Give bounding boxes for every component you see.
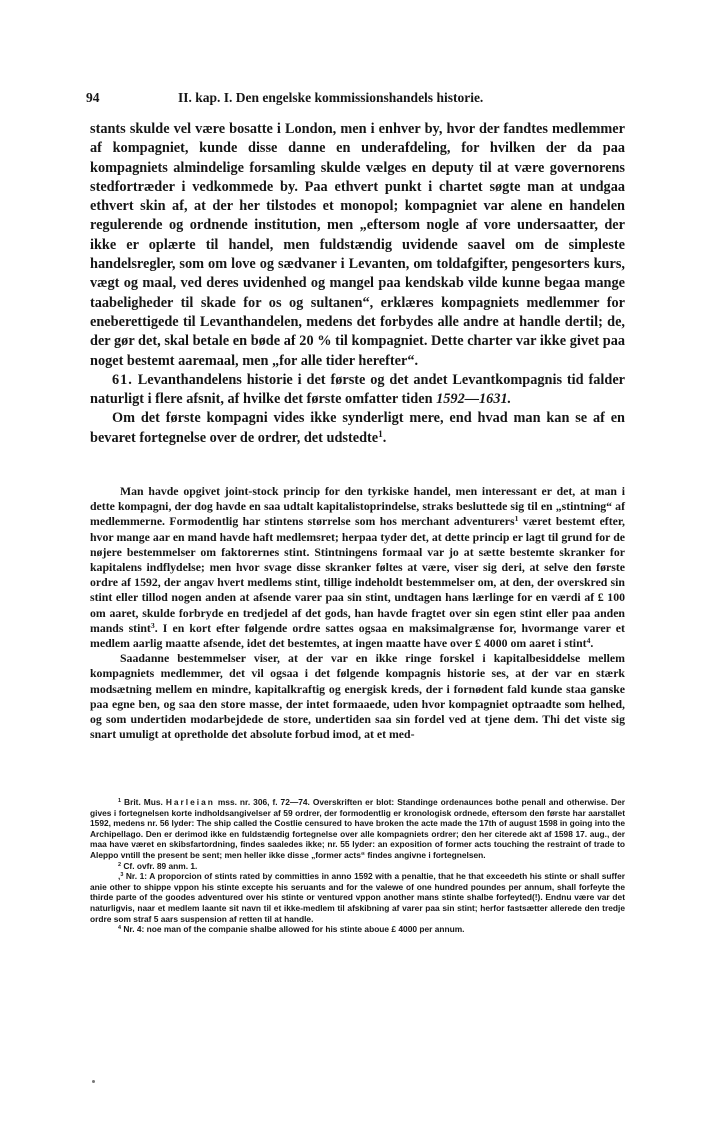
page-speck [92, 1080, 95, 1083]
small-paragraph-1-part-d: . [590, 636, 594, 651]
small-paragraph-1-part-c: . I en kort efter følgende ordre sattes ogsaa en maksimalgrænse for, hvormange varer et medlem aarlig maatte afsende, idet det bestemtes, at ingen maatte have over £ 4000 om aaret i stint [90, 620, 625, 651]
footnotes [90, 797, 625, 935]
small-paragraph-1-part-b: været bestemt efter, hvor mange aar en mand havde haft medlemsret; herpaa tyder det, at dette princip er lagt til grund for de nøjere bestemmelser om faktorernes stint. Stintningens formaal var jo at sætte bestemte skranker for kapitalens indflydelse; men hvor svage disse skranker føltes at være, viser sig deri, at selve den første ordre af 1592, der angav hvert medlems stint, tillige indeholdt bestemmelser om, at den, der overskred sin stint eller tillod nogen anden at afsende varer paa sin stint, undtagen hans lærlinge for en værdi af £ 100 om aaret, skulde forbryde en tredjedel af det gods, han havde fragtet over sin egen stint eller paa anden mands stint [90, 514, 625, 635]
footnote-3-prefix: , [118, 871, 121, 882]
footnote-reference: 4 [586, 635, 591, 645]
footnote-1 [90, 797, 625, 861]
footnote-marker: 1 [118, 798, 122, 804]
footnote-1-collection: Harleian [165, 797, 215, 807]
main-text [90, 120, 625, 448]
small-print-section [90, 484, 625, 742]
footnote-reference: 3 [150, 620, 155, 630]
small-paragraph-1-part-a: Man havde opgivet joint-stock princip for den tyrkiske handel, men interessant er det, at man i dette kompagni, der dog havde en saa udtalt kapitalistoprindelse, straks besluttede sig til en „stintning“ af medlemmerne. Formodentlig har stintens størrelse som hos merchant adventurers [90, 484, 625, 529]
main-paragraph-3 [90, 409, 625, 448]
footnote-4-text: Nr. 4: noe man of the companie shalbe allowed for his stinte aboue £ 4000 per annum. [121, 924, 465, 935]
section-dates: 1592—1631. [436, 391, 512, 408]
footnote-2-text: Cf. ovfr. 89 anm. 1. [121, 860, 198, 871]
small-paragraph-1 [90, 484, 625, 651]
main-paragraph-3-text: Om det første kompagni vides ikke synderligt mere, end hvad man kan se af en bevaret fortegnelse over de ordrer, det udstedte [90, 410, 625, 446]
section-text: Levanthandelens historie i det første og det andet Levantkompagnis tid falder naturligt i flere afsnit, af hvilke det første omfatter tiden [90, 371, 626, 408]
footnote-marker: 2 [118, 861, 122, 868]
footnote-2 [90, 861, 625, 872]
footnote-reference: 1 [514, 514, 519, 524]
main-paragraph-1: stants skulde vel være bosatte i London, men i enhver by, hvor der fandtes medlemmer af kompagniet, kunde disse danne en underafdeling, for hvilken der da paa kompagniets almindelige forsamling skulde vælges en deputy til at være governorens stedfortræder i vedkommede by. Paa ethvert punkt i chartet søgte man at undgaa ethvert skin af, at der her tilstodes et monopol; kompagniet var alene en handelen regulerende og ordnende institution, men „eftersom nogle af vore undersaatter, der ikke er oplærte til handel, men fuldstændig uvidende saavel om de simpleste handelsregler, som om love og sædvaner i Levanten, om toldafgifter, pengesorters kurs, vægt og maal, ved deres uvidenhed og mangel paa kendskab vilde kunne begaa mange taabeligheder til skade for os og sultanen“, erklæres kompagniets medlemmer for eneberettigede til Levanthandelen, medens det forbydes alle andre at handle dertil; de, der gør det, skal betale en bøde af 20 % til kompagniet. Dette charter var ikke givet paa noget bestemt aaremaal, men „for alle tider herefter“. [90, 121, 625, 369]
section-61-paragraph [90, 371, 625, 410]
page-number: 94 [86, 90, 100, 105]
footnote-3-text: Nr. 1: A proporcion of stints rated by committies in anno 1592 with a penaltie, that he that exceedeth his stinte or shall suffer anie other to shippe vppon his stinte excepte his seruants and for the valewe of one hundred poundes per annum, shall forfeyte the thirde parte of the goodes adventured over his stinte or ventured vppon another mans stinte shalbe forfeyted(!). Endnu være var det naturligvis, naar et medlem laante sit navn til et ikke-medlem til afskibning af varer paa sin stint; herfor fastsætter allerede den tredje ordre som straf 5 aars suspension af retten til at handle. [90, 871, 625, 924]
footnote-reference: 1 [378, 429, 383, 440]
footnote-marker: 3 [120, 872, 124, 879]
page-header [86, 90, 626, 110]
small-paragraph-2: Saadanne bestemmelser viser, at der var en ikke ringe forskel i kapitalbesiddelse mellem kompagniets medlemmer, det vil ogsaa i det følgende kompagnis historie ses, at der var en stærk modsætning mellem en mindre, kapitalkraftig og energisk kreds, der i fornødent fald kunde staa ganske paa egne ben, og saa den store masse, der intet formaaede, uden hvor kompagniet optraadte som helhed, og som undertiden modarbejdede de store, undertiden saa sin fordel ved at tjene dem. Thi det viste sig snart umuligt at opretholde det absolute forbud imod, at et med- [90, 651, 625, 742]
footnote-4 [90, 924, 625, 935]
section-number: 61. [112, 371, 133, 388]
running-title: II. kap. I. Den engelske kommissionshandels historie. [178, 90, 484, 105]
footnote-marker: 4 [118, 925, 122, 932]
footnote-1-part-b: mss. nr. 306, f. 72—74. Overskriften er blot: Standinge ordenaunces bothe penall and otherwise. Der gives i fortegnelsen korte indholdsangivelser af 59 ordrer, der formodentlig er kronologisk ordnede, eftersom den første har aarstallet 1592, medens nr. 56 lyder: The ship called the Costlie censured to have broken the acte made the 17th of august 1598 in going into the Archipellago. Den er derimod ikke en fuldstændig fortegnelse over alle kompagniets ordrer; den her citerede akt af 1598 17. aug., der maa have været en skibsfartordning, findes saaledes ikke; nr. 55 lyder: an exposition of former acts touching the restraint of trade to Aleppo vntill the present be sent; men heller ikke disse „former acts“ findes angivne i fortegnelsen. [90, 797, 625, 860]
footnote-1-part-a: Brit. Mus. [121, 797, 166, 807]
main-paragraph-3-end: . [382, 429, 387, 446]
footnote-3 [90, 871, 625, 924]
